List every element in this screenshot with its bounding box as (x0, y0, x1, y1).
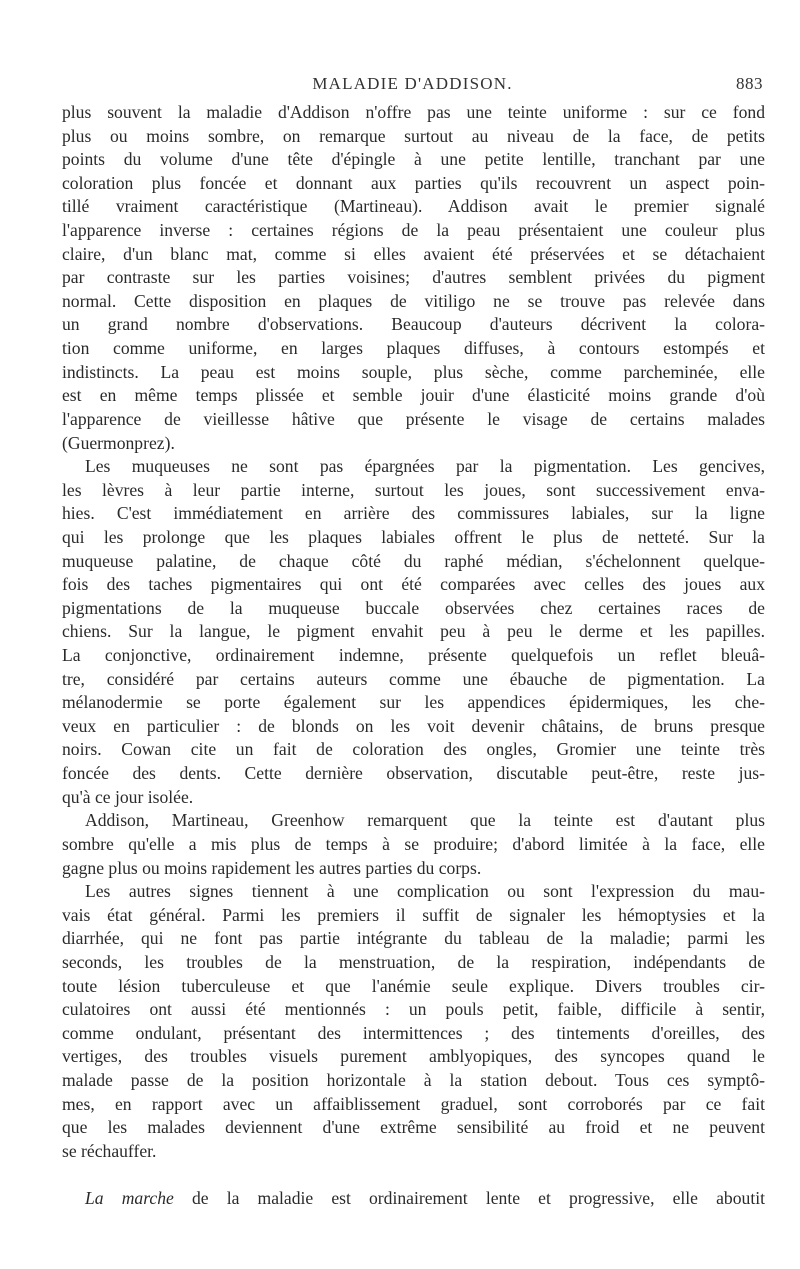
text-line: hies. C'est immédiatement en arrière des commissures labiales, sur la ligne (62, 503, 765, 524)
page-number: 883 (736, 74, 763, 93)
paragraph-5 (62, 1187, 765, 1211)
text-line: gagne plus ou moins rapidement les autres parties du corps. (62, 857, 482, 878)
text-line: diarrhée, qui ne font pas partie intégrante du tableau de la maladie; parmi les (62, 928, 765, 949)
text-line: l'apparence inverse : certaines régions de la peau présentaient une couleur plus (62, 220, 765, 241)
text-line: fois des taches pigmentaires qui ont été comparées avec celles des joues aux (62, 574, 765, 595)
text-line: coloration plus foncée et donnant aux parties qu'ils recouvrent un aspect poin- (62, 172, 765, 193)
paragraph-3 (62, 809, 765, 880)
text-line: par contraste sur les parties voisines; d'autres semblent privées du pigment (62, 267, 765, 288)
section-gap (62, 1163, 765, 1187)
paragraph-4 (62, 880, 765, 1163)
text-line: malade passe de la position horizontale à la station debout. Tous ces symptô- (62, 1069, 765, 1090)
text-line: Les muqueuses ne sont pas épargnées par la pigmentation. Les gencives, (85, 456, 765, 477)
text-line: culatoires ont aussi été mentionnés : un pouls petit, faible, difficile à sentir, (62, 999, 765, 1020)
text-line: mélanodermie se porte également sur les appendices épidermiques, les che- (62, 692, 765, 713)
text-line: plus souvent la maladie d'Addison n'offre pas une teinte uniforme : sur ce fond (62, 102, 765, 122)
text-line: plus ou moins sombre, on remarque surtout au niveau de la face, de petits (62, 125, 765, 146)
text-line: noirs. Cowan cite un fait de coloration des ongles, Gromier une teinte très (62, 739, 765, 760)
text-line: Les autres signes tiennent à une complication ou sont l'expression du mau- (85, 881, 765, 902)
text-line: indistincts. La peau est moins souple, plus sèche, comme parcheminée, elle (62, 361, 765, 382)
text-line: tre, considéré par certains auteurs comme une ébauche de pigmentation. La (62, 668, 765, 689)
text-line: veux en particulier : de blonds on les voit devenir châtains, de bruns presque (62, 715, 765, 736)
body-text (62, 101, 765, 1211)
paragraph-1 (62, 101, 765, 455)
text-line: qu'à ce jour isolée. (62, 786, 194, 807)
text-line: claire, d'un blanc mat, comme si elles avaient été préservées et se détachaient (62, 243, 765, 264)
text-line: muqueuse palatine, de chaque côté du raphé médian, s'échelonnent quelque- (62, 550, 765, 571)
text-line: pigmentations de la muqueuse buccale observées chez certaines races de (62, 597, 765, 618)
text-line: sombre qu'elle a mis plus de temps à se produire; d'abord limitée à la face, elle (62, 833, 765, 854)
running-title: MALADIE D'ADDISON. (312, 74, 513, 93)
text-line: tillé vraiment caractéristique (Martineau). Addison avait le premier signalé (62, 196, 765, 217)
text-line: est en même temps plissée et semble jouir d'une élasticité moins grande d'où (62, 385, 765, 406)
running-head (62, 74, 763, 98)
text-line: l'apparence de vieillesse hâtive que présente le visage de certains malades (62, 408, 765, 429)
text-line: seconds, les troubles de la menstruation, de la respiration, indépendants de (62, 951, 765, 972)
text-line: Addison, Martineau, Greenhow remarquent que la teinte est d'autant plus (85, 810, 765, 831)
text-line: que les malades deviennent d'une extrême sensibilité au froid et ne peuvent (62, 1117, 765, 1138)
text-line: chiens. Sur la langue, le pigment envahit peu à peu le derme et les papilles. (62, 621, 765, 642)
text-line: un grand nombre d'observations. Beaucoup d'auteurs décrivent la colora- (62, 314, 765, 335)
text-line: tion comme uniforme, en larges plaques diffuses, à contours estompés et (62, 338, 765, 359)
text-line: foncée des dents. Cette dernière observation, discutable peut-être, reste jus- (62, 763, 765, 784)
text-line: La conjonctive, ordinairement indemne, présente quelquefois un reflet bleuâ- (62, 645, 765, 666)
text-line: normal. Cette disposition en plaques de vitiligo ne se trouve pas relevée dans (62, 290, 765, 311)
text-line: qui les prolonge que les plaques labiales offrent le plus de netteté. Sur la (62, 526, 765, 547)
text-line: comme ondulant, présentant des intermittences ; des tintements d'oreilles, des (62, 1022, 765, 1043)
text-line: vais état général. Parmi les premiers il suffit de signaler les hémoptysies et la (62, 904, 765, 925)
text-line: vertiges, des troubles visuels purement amblyopiques, des syncopes quand le (62, 1046, 765, 1067)
text-line: mes, en rapport avec un affaiblissement graduel, sont corroborés par ce fait (62, 1093, 765, 1114)
text-line: (Guermonprez). (62, 432, 175, 453)
text-line: les lèvres à leur partie interne, surtout les joues, sont successivement enva- (62, 479, 765, 500)
text-line: se réchauffer. (62, 1140, 157, 1161)
italic-lead: La marche (85, 1188, 174, 1209)
text-line (62, 1187, 765, 1211)
paragraph-2 (62, 455, 765, 809)
line-rest: de la maladie est ordinairement lente et progressive, elle aboutit (173, 1188, 765, 1209)
text-line: points du volume d'une tête d'épingle à une petite lentille, tranchant par une (62, 149, 765, 170)
text-line: toute lésion tuberculeuse et que l'anémie seule explique. Divers troubles cir- (62, 975, 765, 996)
